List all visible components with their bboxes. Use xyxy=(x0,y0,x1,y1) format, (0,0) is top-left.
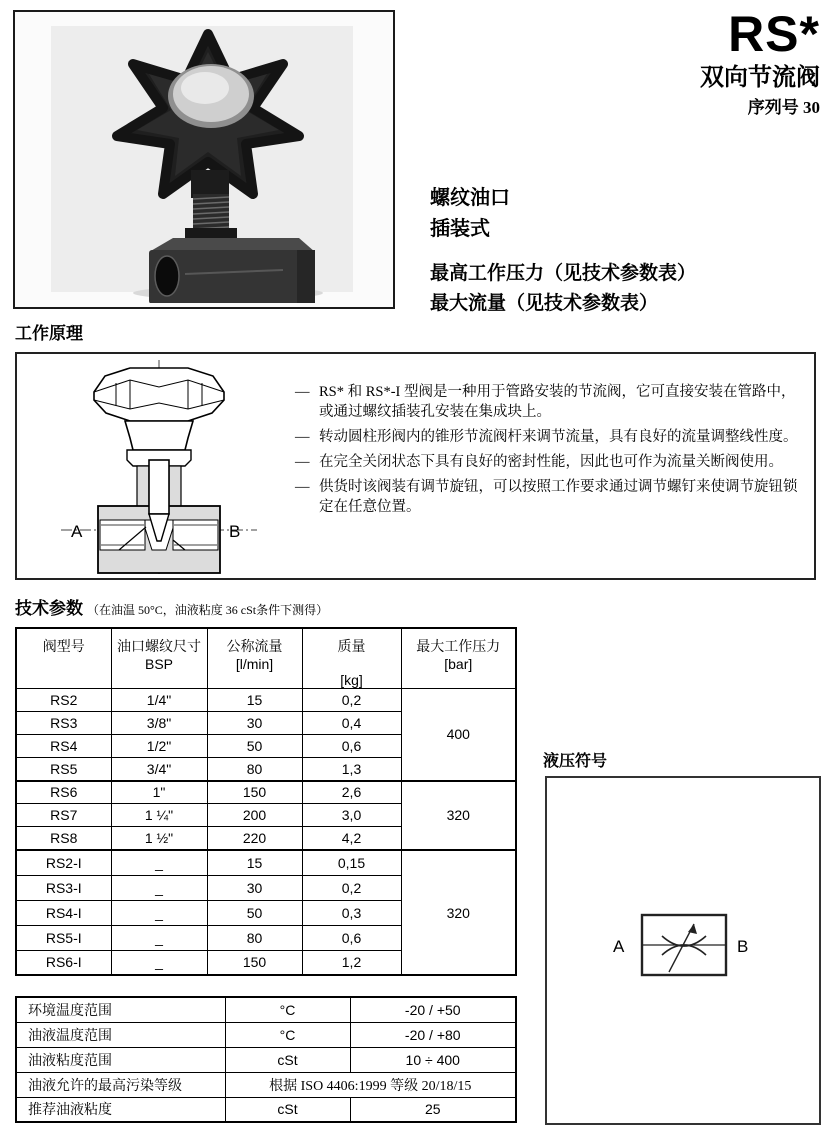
working-principle-box xyxy=(15,352,816,580)
table-row xyxy=(16,1022,516,1047)
table-row xyxy=(16,997,516,1022)
cell-model: RS6-I xyxy=(16,950,111,975)
cell-model: RS2-I xyxy=(16,850,111,875)
cell-model: RS6 xyxy=(16,781,111,804)
cell-label: 油液粘度范围 xyxy=(16,1047,225,1072)
cell-mass: 0,4 xyxy=(302,712,401,735)
port-b-label: B xyxy=(229,522,241,541)
cell-pressure-group: 400 xyxy=(401,689,516,781)
cell-bsp: _ xyxy=(111,900,207,925)
model-code: RS* xyxy=(728,6,820,62)
table-row xyxy=(16,1072,516,1097)
cell-bsp: _ xyxy=(111,925,207,950)
bullet-dash: — xyxy=(295,384,310,400)
cell-unit: °C xyxy=(225,1022,350,1047)
cell-mass: 0,2 xyxy=(302,689,401,712)
bullet-item xyxy=(295,452,807,472)
feature-max-flow: 最大流量（见技术参数表） xyxy=(430,293,659,314)
hydraulic-symbol-title: 液压符号 xyxy=(543,753,608,770)
tech-params-conditions: （在油温 50°C，油液粘度 36 cSt条件下测得） xyxy=(87,603,329,617)
cell-pressure-group: 320 xyxy=(401,781,516,850)
cell-flow: 15 xyxy=(207,689,302,712)
cell-flow: 15 xyxy=(207,850,302,875)
conditions-table xyxy=(15,996,517,1123)
cell-model: RS5 xyxy=(16,758,111,781)
bullet-text: 在完全关闭状态下具有良好的密封性能，因此也可作为流量关断阀使用。 xyxy=(319,454,783,470)
table-row xyxy=(16,1097,516,1122)
hydraulic-symbol-drawing xyxy=(605,902,763,994)
working-principle-title: 工作原理 xyxy=(15,324,83,343)
bullet-dash: — xyxy=(295,454,310,470)
bullet-item xyxy=(295,477,807,517)
cell-model: RS7 xyxy=(16,804,111,827)
symbol-port-a-label: A xyxy=(613,937,625,956)
cell-flow: 30 xyxy=(207,712,302,735)
cell-flow: 50 xyxy=(207,900,302,925)
bullet-item xyxy=(295,382,807,422)
cell-flow: 30 xyxy=(207,875,302,900)
hydraulic-symbol-box xyxy=(545,776,821,1125)
cell-mass: 4,2 xyxy=(302,827,401,850)
cell-mass: 0,6 xyxy=(302,925,401,950)
cell-value: 10 ÷ 400 xyxy=(350,1047,516,1072)
cell-flow: 150 xyxy=(207,950,302,975)
table-row xyxy=(16,781,516,804)
cell-value: 25 xyxy=(350,1097,516,1122)
cell-flow: 220 xyxy=(207,827,302,850)
cell-unit: cSt xyxy=(225,1047,350,1072)
cell-flow: 80 xyxy=(207,758,302,781)
model-series-number: 序列号 30 xyxy=(747,98,820,117)
cell-bsp: 3/8" xyxy=(111,712,207,735)
cell-model: RS2 xyxy=(16,689,111,712)
bullet-dash: — xyxy=(295,479,310,495)
cell-mass: 3,0 xyxy=(302,804,401,827)
cell-mass: 1,3 xyxy=(302,758,401,781)
cell-unit: °C xyxy=(225,997,350,1022)
cell-label: 油液允许的最高污染等级 xyxy=(16,1072,225,1097)
cell-bsp: 1 ¼" xyxy=(111,804,207,827)
feature-port-type: 螺纹油口 xyxy=(430,187,510,209)
tech-params-heading xyxy=(15,594,328,619)
cell-label: 环境温度范围 xyxy=(16,997,225,1022)
cell-flow: 80 xyxy=(207,925,302,950)
cell-bsp: _ xyxy=(111,850,207,875)
valve-cross-section-diagram xyxy=(17,354,295,578)
feature-cartridge: 插装式 xyxy=(430,218,490,240)
cell-flow: 150 xyxy=(207,781,302,804)
table-row xyxy=(16,850,516,875)
bullet-dash: — xyxy=(295,429,310,445)
product-photo xyxy=(15,12,389,303)
cell-model: RS5-I xyxy=(16,925,111,950)
cell-model: RS4 xyxy=(16,735,111,758)
cell-bsp: 1 ½" xyxy=(111,827,207,850)
cell-model: RS3-I xyxy=(16,875,111,900)
table-row xyxy=(16,1047,516,1072)
cell-mass: 2,6 xyxy=(302,781,401,804)
cell-merged-value: 根据 ISO 4406:1999 等级 20/18/15 xyxy=(225,1072,516,1097)
cell-mass: 0,2 xyxy=(302,875,401,900)
spec-table-rs xyxy=(15,627,517,851)
spec-table-rs-i xyxy=(15,849,517,976)
product-photo-frame xyxy=(13,10,395,309)
table-header-row xyxy=(16,628,516,689)
working-principle-bullets xyxy=(295,382,807,522)
cell-label: 推荐油液粘度 xyxy=(16,1097,225,1122)
cell-bsp: 1" xyxy=(111,781,207,804)
port-a-label: A xyxy=(71,522,83,541)
cell-bsp: 3/4" xyxy=(111,758,207,781)
cell-label: 油液温度范围 xyxy=(16,1022,225,1047)
cell-mass: 0,6 xyxy=(302,735,401,758)
feature-lines xyxy=(430,183,696,319)
title-block xyxy=(700,6,820,120)
table-row xyxy=(16,689,516,712)
cell-value: -20 / +50 xyxy=(350,997,516,1022)
cell-mass: 0,3 xyxy=(302,900,401,925)
col-header-pressure: 最大工作压力 [bar] xyxy=(401,628,516,689)
cell-mass: 0,15 xyxy=(302,850,401,875)
bullet-text: RS* 和 RS*-I 型阀是一种用于管路安装的节流阀，它可直接安装在管路中，或通过螺纹插装孔安装在集成块上。 xyxy=(319,384,796,420)
cell-bsp: 1/4" xyxy=(111,689,207,712)
col-header-flow: 公称流量 [l/min] xyxy=(207,628,302,689)
cell-flow: 200 xyxy=(207,804,302,827)
col-header-mass: 质量 [kg] xyxy=(302,628,401,689)
model-type-name: 双向节流阀 xyxy=(700,65,820,91)
cell-bsp: _ xyxy=(111,950,207,975)
cell-model: RS8 xyxy=(16,827,111,850)
feature-max-pressure: 最高工作压力（见技术参数表） xyxy=(430,263,697,284)
col-header-model: 阀型号 xyxy=(16,628,111,689)
bullet-text: 转动圆柱形阀内的锥形节流阀杆来调节流量，具有良好的流量调整线性度。 xyxy=(319,429,798,445)
bullet-item xyxy=(295,427,807,447)
cell-pressure-group: 320 xyxy=(401,850,516,975)
cell-model: RS4-I xyxy=(16,900,111,925)
cell-value: -20 / +80 xyxy=(350,1022,516,1047)
cell-flow: 50 xyxy=(207,735,302,758)
col-header-bsp: 油口螺纹尺寸 BSP xyxy=(111,628,207,689)
cell-mass: 1,2 xyxy=(302,950,401,975)
tech-params-title: 技术参数 xyxy=(15,599,83,618)
cell-bsp: 1/2" xyxy=(111,735,207,758)
cell-model: RS3 xyxy=(16,712,111,735)
symbol-port-b-label: B xyxy=(737,937,749,956)
bullet-text: 供货时该阀装有调节旋钮，可以按照工作要求通过调节螺钉来使调节旋钮锁定在任意位置。 xyxy=(319,479,798,515)
cell-unit: cSt xyxy=(225,1097,350,1122)
cell-bsp: _ xyxy=(111,875,207,900)
